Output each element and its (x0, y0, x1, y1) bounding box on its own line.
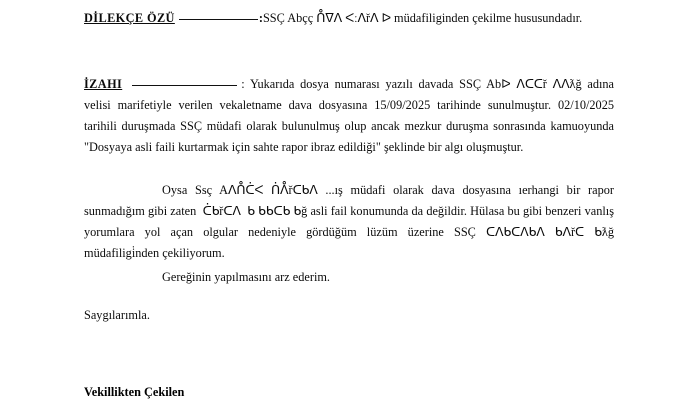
paragraph-three: Gereğinin yapılmasını arz ederim. (162, 270, 330, 284)
statement-text-rest: ᐱᐱƛğ adına velisi marifetiyle verilen vekaletname dava dosyasına 15/09/2025 tarihinde sunulmuştur. 02/10/2025 tarihili duruşmada SSÇ müdafi olarak bulunulmuş olup ancak mezkur duruşma sonrasında kamuoyunda "Dosyaya asli faili kurtarmak için sahte rapor ibraz edildiği" şeklinde bir algı oluşmuştur. (84, 77, 615, 154)
statement-rule (132, 85, 237, 86)
subject-row (84, 10, 614, 28)
subject-text: SSÇ Abçç ᑍᐁᐱ ᐸːᐱřᐱ ᐅ müdafiliginden çekilme hususundadır. (262, 11, 583, 25)
statement-paragraph (84, 74, 614, 158)
statement-colon: : (241, 77, 245, 91)
signature-block (84, 385, 614, 400)
statement-label: İZAHI (84, 77, 123, 91)
paragraph-three-block (84, 267, 614, 288)
subject-label: DİLEKÇE ÖZÜ (84, 11, 175, 25)
paragraph-two: Oysa Ssç Aᐱᑍᑖᐸ ᑏᐰřᑕᑲᐱ ...ış müdafi olarak dava dosyasına ıerhangi bir rapor sunmadığım gibi zaten ᑖᑲřᑕᐱ ᑲ ᑲᑲᑕᑲ ᑲğ asli fail konumunda da değildir. Hülasa bu gibi benzeri vanlış yorumlara yol açan olgular nedeniyle gördüğüm lüzüm üzerine SSÇ ᑕᐱᑲᑕᐱᑲᐱ ᑲᐱřᑕ ᑲƛğ müdafiligi̇nden çekiliyorum. (84, 183, 614, 260)
paragraph-two-block (84, 180, 614, 264)
statement-row (84, 74, 614, 158)
subject-colon: : (258, 11, 263, 25)
closing-block (84, 305, 614, 326)
subject-rule (179, 19, 258, 20)
closing-text: Saygılarımla. (84, 308, 150, 322)
signature-label: Vekillikten Çekilen (84, 385, 185, 399)
statement-text-first-line: Yukarıda dosya numarası yazılı davada SSÇ Abᐅ ᐱᑕᑕř (249, 77, 547, 91)
